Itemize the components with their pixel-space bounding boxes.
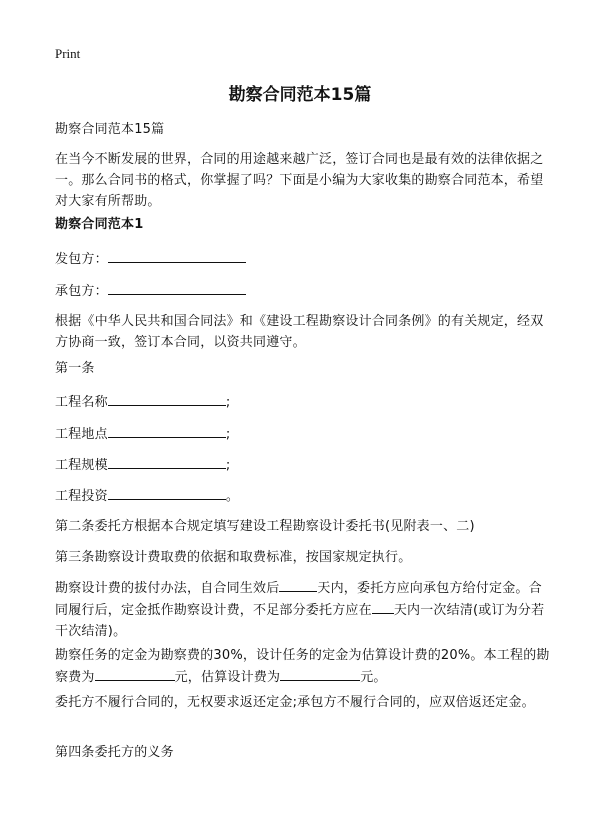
payment-days-blank [279, 577, 317, 592]
intro-paragraph: 在当今不断发展的世界，合同的用途越来越广泛，签订合同也是最有效的法律依据之一。那么合同书的格式，你掌握了吗？下面是小编为大家收集的勘察合同范本，希望对大家有所帮助。 [55, 152, 544, 209]
article-4-heading: 第四条委托方的义务 [55, 745, 174, 760]
subtitle: 勘察合同范本15篇 [55, 122, 165, 137]
project-location-line [55, 423, 550, 445]
deposit-paragraph [55, 645, 550, 688]
project-scale-line [55, 454, 550, 476]
project-investment-line [55, 485, 550, 507]
article-3-paragraph: 第三条勘察设计费取费的依据和取费标准，按国家规定执行。 [55, 550, 412, 565]
print-link[interactable]: Print [55, 46, 81, 61]
section-heading: 勘察合同范本1 [55, 217, 144, 232]
project-location-blank [108, 423, 226, 438]
party-b-blank [108, 280, 246, 295]
party-a-label: 发包方： [55, 252, 108, 267]
article-1-heading: 第一条 [55, 361, 95, 376]
basis-paragraph: 根据《中华人民共和国合同法》和《建设工程勘察设计合同条例》的有关规定，经双方协商一致，签订本合同，以资共同遵守。 [55, 314, 544, 350]
payment-settle-blank [372, 599, 394, 614]
party-b-line [55, 280, 550, 302]
design-fee-blank [280, 666, 360, 681]
project-name-sep: ; [225, 395, 231, 410]
article-2-paragraph: 第二条委托方根据本合规定填写建设工程勘察设计委托书(见附表一、二) [55, 519, 475, 534]
party-a-blank [108, 248, 246, 263]
party-a-line [55, 248, 550, 270]
project-name-line [55, 391, 550, 413]
deposit-part-3: 元。 [360, 670, 387, 685]
project-investment-blank [108, 485, 226, 500]
project-investment-end: 。 [225, 489, 240, 504]
project-name-blank [108, 391, 226, 406]
page-title: 勘察合同范本15篇 [228, 85, 372, 105]
survey-fee-blank [95, 666, 175, 681]
project-name-label: 工程名称 [55, 395, 108, 410]
project-investment-label: 工程投资 [55, 489, 108, 504]
payment-part-2: 天内，委托方应向承包方给付定金。合同履行后，定金抵作勘察设计费，不足部分委托方应在 [55, 581, 542, 618]
project-location-label: 工程地点 [55, 427, 108, 442]
project-scale-sep: ; [225, 458, 231, 473]
breach-paragraph: 委托方不履行合同的，无权要求返还定金;承包方不履行合同的，应双倍返还定金。 [55, 695, 535, 710]
party-b-label: 承包方： [55, 284, 108, 299]
project-scale-label: 工程规模 [55, 458, 108, 473]
payment-part-3: 天内一次结清(或订为分若干次结清)。 [55, 603, 545, 639]
project-scale-blank [108, 454, 226, 469]
project-location-sep: ; [225, 427, 231, 442]
deposit-part-2: 元，估算设计费为 [174, 670, 281, 685]
deposit-part-1: 勘察任务的定金为勘察费的30%，设计任务的定金为估算设计费的20%。本工程的勘察费为 [55, 648, 550, 685]
payment-paragraph [55, 577, 550, 642]
payment-part-1: 勘察设计费的拔付办法，自合同生效后 [55, 581, 280, 596]
